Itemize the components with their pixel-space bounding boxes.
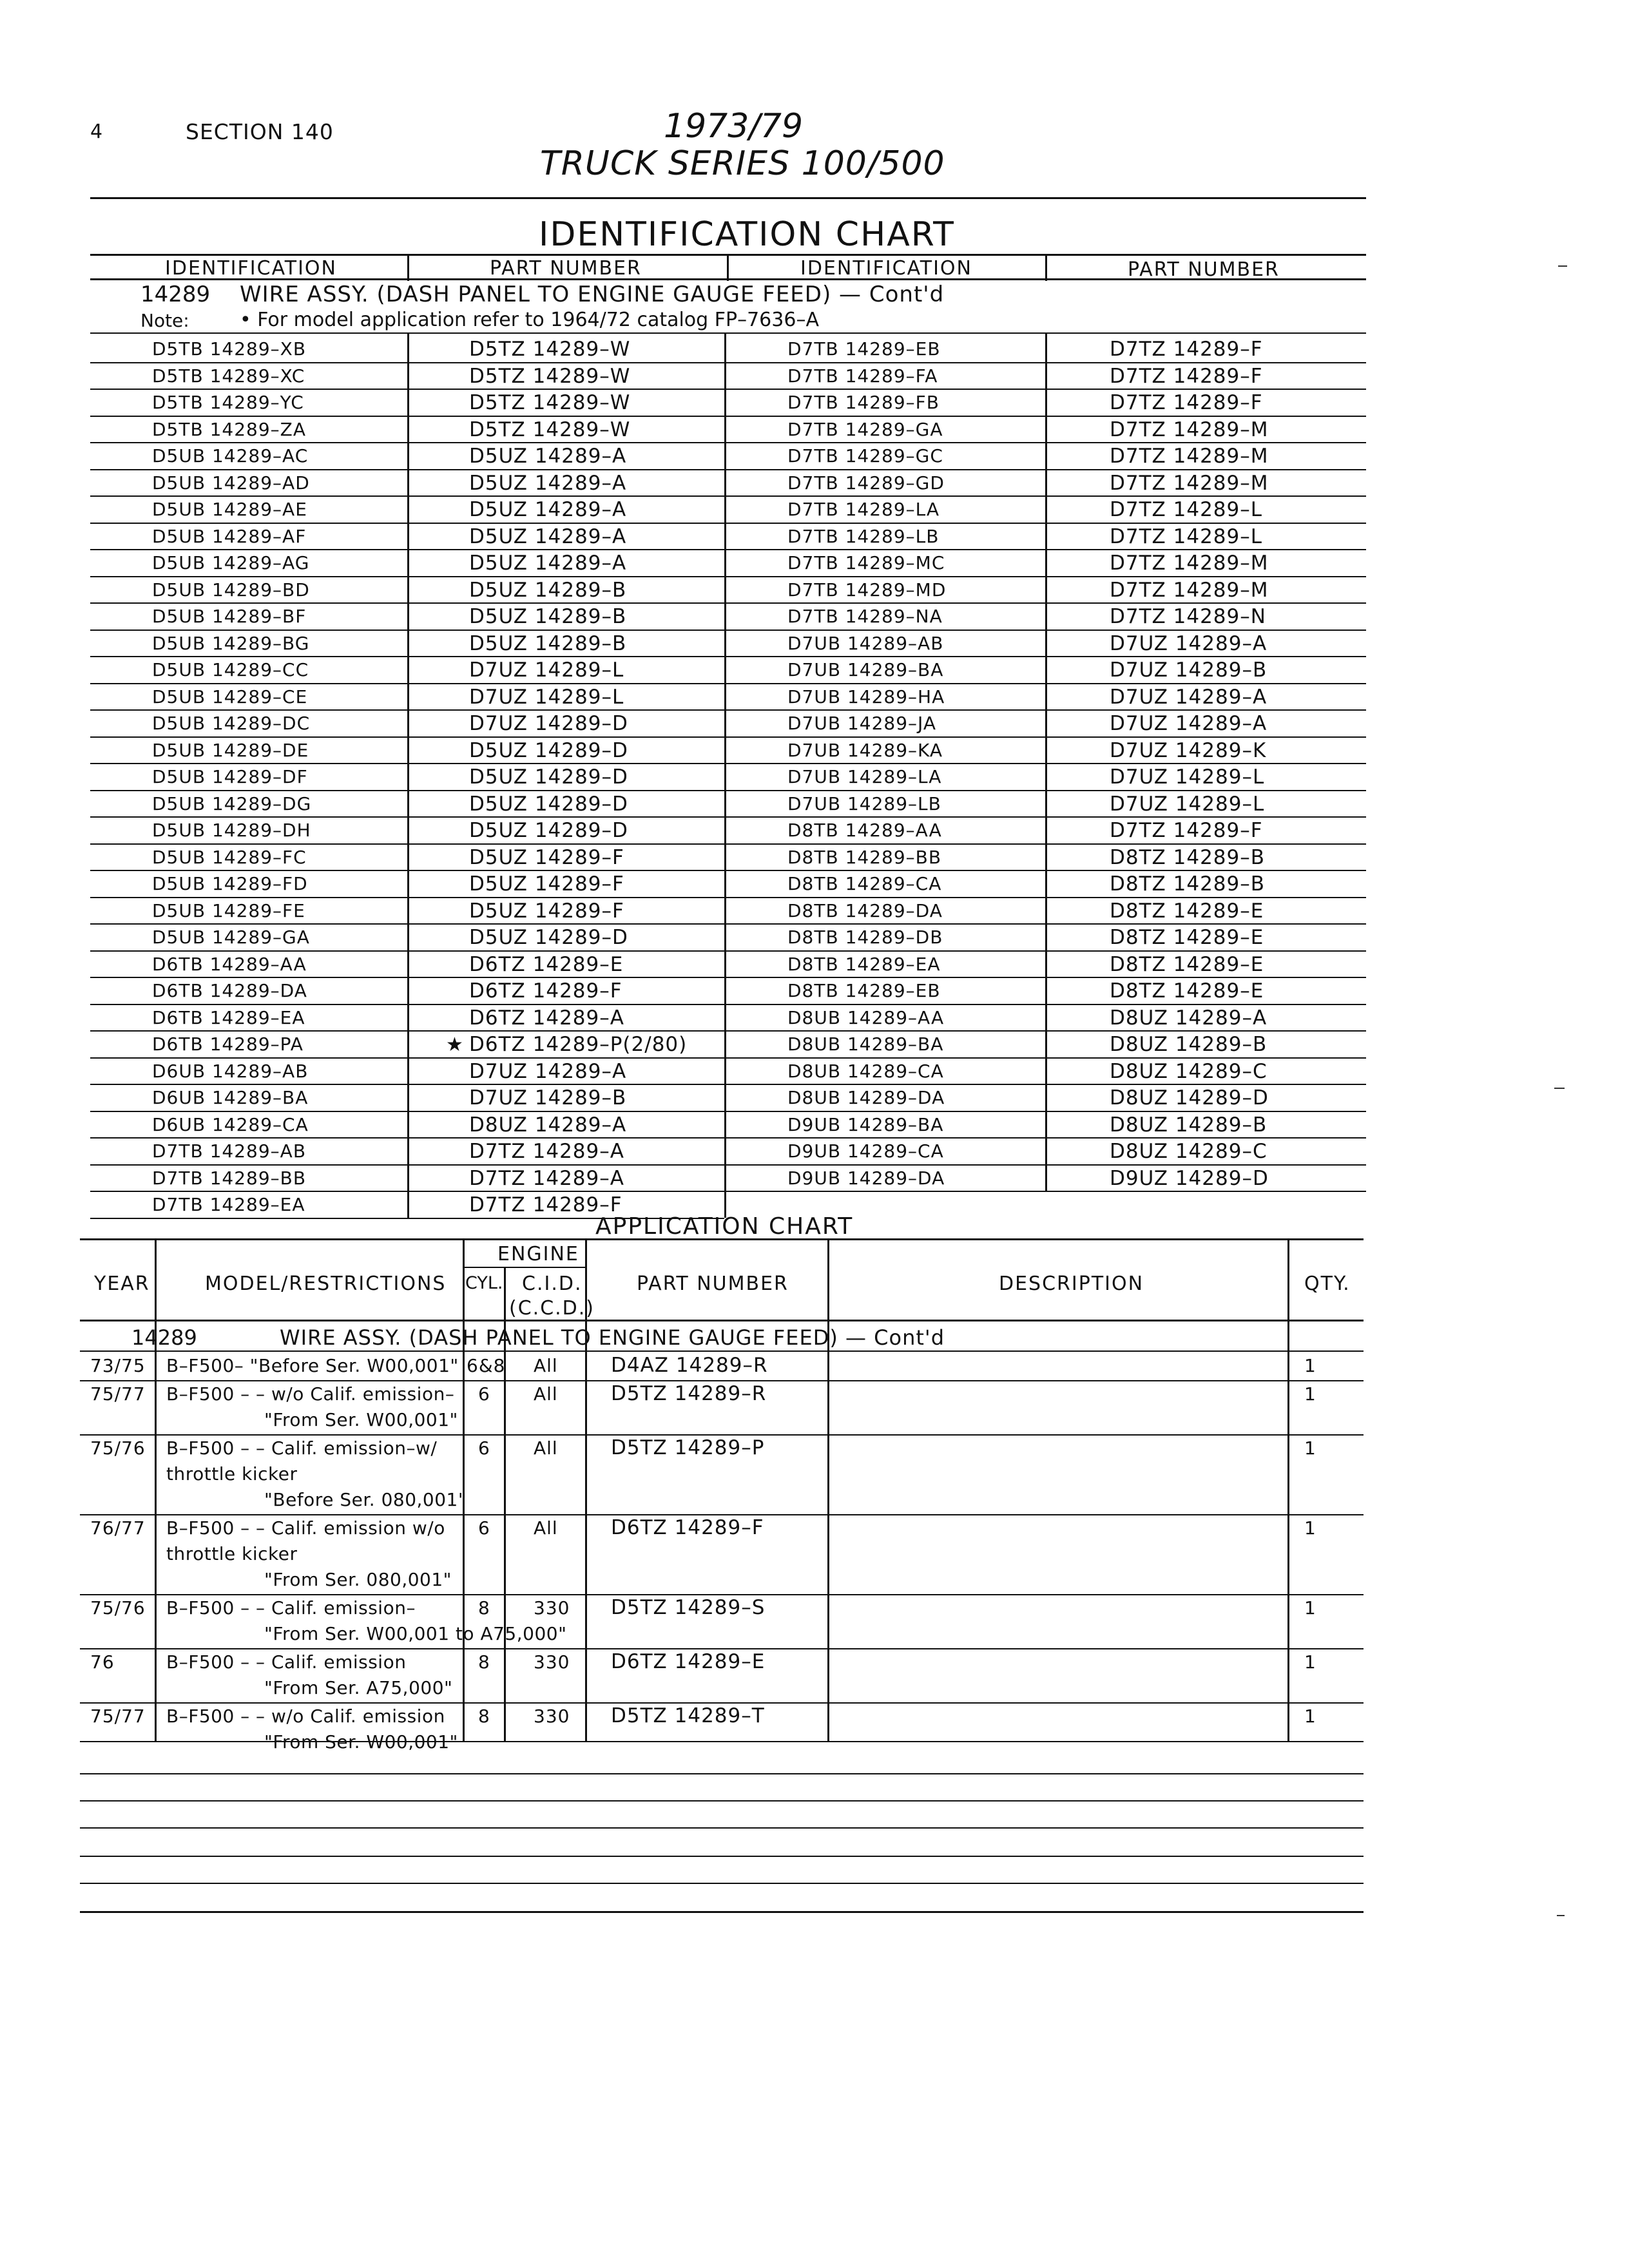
- id-part-name: WIRE ASSY. (DASH PANEL TO ENGINE GAUGE FEED) — Cont'd: [240, 282, 945, 307]
- id-left-identification: D7TB 14289–AB: [152, 1140, 307, 1162]
- id-left-identification: D7TB 14289–BB: [152, 1167, 307, 1189]
- app-row-model-line: "From Ser. A75,000": [264, 1677, 453, 1698]
- app-row-model-line: B–F500 – – w/o Calif. emission: [166, 1706, 445, 1727]
- id-left-identification: D6TB 14289–DA: [152, 980, 307, 1001]
- id-right-part-number: D7UZ 14289–A: [1110, 712, 1268, 735]
- app-row-model-line: B–F500 – – Calif. emission–: [166, 1597, 416, 1619]
- star-icon: ★: [446, 1033, 463, 1056]
- id-right-part-number: D8TZ 14289–E: [1110, 926, 1264, 949]
- app-row-qty: 1: [1304, 1437, 1316, 1459]
- app-row-cyl: 8: [478, 1651, 490, 1673]
- app-header-cyl: CYL.: [465, 1273, 503, 1293]
- id-left-identification: D5UB 14289–BF: [152, 606, 307, 627]
- app-row-cid: 330: [534, 1597, 570, 1619]
- id-left-part-number: D5UZ 14289–B: [469, 605, 627, 628]
- id-right-identification: D8UB 14289–DA: [787, 1087, 945, 1108]
- app-header-engine: ENGINE: [497, 1243, 579, 1265]
- id-left-part-number: D5UZ 14289–D: [469, 738, 628, 762]
- id-right-part-number: D8UZ 14289–C: [1110, 1140, 1268, 1163]
- id-right-part-number: D7TZ 14289–N: [1110, 605, 1266, 628]
- app-row-model-line: B–F500 – – Calif. emission–w/: [166, 1437, 438, 1459]
- id-left-part-number: D7UZ 14289–D: [469, 712, 628, 735]
- id-right-identification: D8TB 14289–BB: [787, 846, 942, 868]
- app-row-year: 76/77: [90, 1517, 146, 1539]
- id-right-part-number: D7UZ 14289–L: [1110, 792, 1265, 816]
- app-chart-bottom-rule: [80, 1320, 1364, 1321]
- app-row-year: 75/77: [90, 1383, 146, 1405]
- id-right-identification: D7TB 14289–GA: [787, 418, 943, 440]
- id-left-identification: D6TB 14289–AA: [152, 953, 307, 975]
- header-rule: [90, 197, 1366, 199]
- id-col-header-2: PART NUMBER: [490, 257, 642, 280]
- app-row-rule: [80, 1380, 1364, 1381]
- id-left-identification: D5TB 14289–ZA: [152, 418, 306, 440]
- app-row-qty: 1: [1304, 1651, 1316, 1673]
- id-left-part-number: D6TZ 14289–P(2/80): [469, 1033, 688, 1056]
- app-engine-rule: [463, 1267, 585, 1268]
- id-left-identification: D6UB 14289–CA: [152, 1113, 309, 1135]
- id-right-identification: D7TB 14289–NA: [787, 606, 943, 627]
- id-left-identification: D6UB 14289–BA: [152, 1087, 309, 1108]
- id-right-identification: D9UB 14289–BA: [787, 1113, 944, 1135]
- id-right-identification: D8TB 14289–DA: [787, 899, 943, 921]
- id-left-identification: D7TB 14289–EA: [152, 1194, 305, 1215]
- id-right-part-number: D7UZ 14289–A: [1110, 685, 1268, 709]
- app-row-qty: 1: [1304, 1706, 1316, 1727]
- id-left-identification: D5TB 14289–XC: [152, 365, 305, 387]
- app-row-model-line: throttle kicker: [166, 1543, 298, 1564]
- id-right-identification: D7TB 14289–GD: [787, 472, 945, 494]
- id-part-code: 14289: [140, 282, 211, 307]
- id-left-identification: D6TB 14289–EA: [152, 1006, 305, 1028]
- app-part-code: 14289: [131, 1325, 197, 1350]
- app-row-model-line: "From Ser. W00,001 to A75,000": [264, 1623, 567, 1644]
- id-right-identification: D7TB 14289–MC: [787, 552, 945, 573]
- app-row-part-number: D5TZ 14289–P: [611, 1436, 765, 1459]
- id-right-identification: D7TB 14289–LA: [787, 499, 940, 520]
- id-right-identification: D7TB 14289–MD: [787, 579, 947, 601]
- id-note-text: • For model application refer to 1964/72 catalog FP–7636–A: [240, 309, 819, 331]
- id-right-part-number: D8UZ 14289–B: [1110, 1113, 1268, 1137]
- id-left-part-number: D5UZ 14289–B: [469, 631, 627, 655]
- id-right-identification: D8TB 14289–EA: [787, 953, 941, 975]
- id-right-divider: [1045, 332, 1047, 1191]
- id-right-identification: D7TB 14289–GC: [787, 445, 943, 466]
- margin-mark-2: [1554, 1088, 1565, 1089]
- id-left-part-number: D5UZ 14289–A: [469, 524, 627, 548]
- id-left-part-number: D7UZ 14289–L: [469, 658, 624, 682]
- app-row-part-number: D5TZ 14289–T: [611, 1704, 765, 1727]
- id-right-part-number: D8UZ 14289–A: [1110, 1006, 1268, 1030]
- id-left-identification: D5UB 14289–FC: [152, 846, 307, 868]
- page-end-rule: [80, 1911, 1364, 1913]
- app-row-year: 75/76: [90, 1437, 146, 1459]
- id-right-part-number: D9UZ 14289–D: [1110, 1166, 1269, 1190]
- app-row-model-line: B–F500 – – Calif. emission w/o: [166, 1517, 445, 1539]
- app-row-model-line: "From Ser. W00,001": [264, 1731, 458, 1753]
- app-row-model-line: B–F500 – – w/o Calif. emission–: [166, 1383, 455, 1405]
- app-row-cid: All: [534, 1383, 558, 1405]
- id-right-part-number: D7UZ 14289–A: [1110, 631, 1268, 655]
- id-right-part-number: D8TZ 14289–B: [1110, 845, 1266, 869]
- id-left-divider: [407, 332, 409, 1218]
- app-row-model-line: throttle kicker: [166, 1463, 298, 1485]
- id-left-identification: D5UB 14289–AF: [152, 525, 307, 547]
- app-row-model-line: B–F500 – – Calif. emission: [166, 1651, 407, 1673]
- id-left-part-number: D5TZ 14289–W: [469, 338, 631, 361]
- id-left-part-number: D6TZ 14289–F: [469, 979, 622, 1003]
- app-header-qty: QTY.: [1304, 1273, 1351, 1295]
- id-left-identification: D5UB 14289–FE: [152, 899, 305, 921]
- app-row-part-number: D4AZ 14289–R: [611, 1354, 768, 1377]
- id-right-identification: D7UB 14289–LB: [787, 793, 941, 814]
- app-header-ccd: (C.C.D.): [509, 1297, 595, 1320]
- app-row-rule: [80, 1702, 1364, 1704]
- app-row-part-number: D5TZ 14289–S: [611, 1596, 766, 1619]
- id-left-identification: D5UB 14289–DF: [152, 766, 308, 787]
- id-right-part-number: D8TZ 14289–E: [1110, 952, 1264, 976]
- app-part-rule: [80, 1350, 1364, 1352]
- page-number: 4: [90, 120, 103, 143]
- id-left-part-number: D7UZ 14289–B: [469, 1086, 627, 1110]
- id-left-part-number: D5UZ 14289–D: [469, 819, 628, 842]
- app-row-rule: [80, 1594, 1364, 1595]
- id-left-part-number: D7TZ 14289–A: [469, 1166, 624, 1190]
- id-right-identification: D8UB 14289–BA: [787, 1033, 944, 1055]
- id-left-identification: D5UB 14289–FD: [152, 873, 308, 894]
- id-left-identification: D5UB 14289–DE: [152, 739, 309, 761]
- id-divider-1: [407, 254, 409, 281]
- app-row-cyl: 8: [478, 1706, 490, 1727]
- id-left-identification: D5UB 14289–DH: [152, 820, 311, 841]
- id-right-part-number: D7TZ 14289–F: [1110, 364, 1263, 388]
- app-row-cyl: 6: [478, 1517, 490, 1539]
- app-header-cid: C.I.D.: [522, 1273, 583, 1295]
- id-right-identification: D9UB 14289–DA: [787, 1167, 945, 1189]
- id-right-identification: D7UB 14289–BA: [787, 659, 944, 680]
- app-row-qty: 1: [1304, 1517, 1316, 1539]
- id-right-part-number: D7TZ 14289–F: [1110, 819, 1263, 842]
- margin-mark-1: [1558, 265, 1567, 267]
- id-left-identification: D5UB 14289–AC: [152, 445, 309, 466]
- id-right-part-number: D8UZ 14289–B: [1110, 1033, 1268, 1056]
- id-col-header-3: IDENTIFICATION: [800, 257, 972, 280]
- id-left-identification: D5TB 14289–YC: [152, 392, 304, 413]
- id-col-header-1: IDENTIFICATION: [165, 257, 337, 280]
- blank-rule-5: [80, 1883, 1364, 1884]
- id-right-identification: D7UB 14289–LA: [787, 766, 942, 787]
- id-left-identification: D5UB 14289–GA: [152, 927, 310, 948]
- id-divider-3: [1045, 254, 1047, 281]
- app-row-cid: All: [534, 1517, 558, 1539]
- id-right-identification: D7UB 14289–JA: [787, 713, 936, 734]
- id-right-identification: D8UB 14289–CA: [787, 1060, 944, 1082]
- id-left-identification: D5UB 14289–CC: [152, 659, 309, 680]
- id-right-part-number: D7UZ 14289–B: [1110, 658, 1268, 682]
- id-right-part-number: D7TZ 14289–L: [1110, 498, 1263, 521]
- app-vline-desc: [1287, 1238, 1289, 1741]
- id-right-identification: D7UB 14289–AB: [787, 632, 944, 654]
- id-left-part-number: D8UZ 14289–A: [469, 1113, 627, 1137]
- app-row-model-line: B–F500– "Before Ser. W00,001": [166, 1355, 459, 1376]
- app-row-cyl: 6&8: [467, 1355, 506, 1376]
- app-chart-top-rule: [80, 1238, 1364, 1240]
- app-table-end-rule: [80, 1741, 1364, 1742]
- id-note-rule: [90, 332, 1366, 334]
- id-right-identification: D8TB 14289–DB: [787, 927, 943, 948]
- id-right-part-number: D7UZ 14289–K: [1110, 738, 1267, 762]
- app-row-qty: 1: [1304, 1597, 1316, 1619]
- margin-mark-3: [1557, 1915, 1565, 1916]
- id-right-identification: D7UB 14289–KA: [787, 739, 943, 761]
- id-left-part-number: D5UZ 14289–D: [469, 765, 628, 789]
- app-row-year: 75/76: [90, 1597, 146, 1619]
- app-row-model-line: "From Ser. W00,001": [264, 1409, 458, 1430]
- app-part-name: WIRE ASSY. (DASH PANEL TO ENGINE GAUGE FEED) — Cont'd: [280, 1325, 945, 1350]
- app-row-part-number: D6TZ 14289–E: [611, 1650, 766, 1673]
- blank-rule-1: [80, 1773, 1364, 1774]
- id-right-part-number: D7TZ 14289–M: [1110, 445, 1269, 468]
- app-row-cyl: 6: [478, 1383, 490, 1405]
- id-note-label: Note:: [140, 310, 189, 331]
- app-header-year: YEAR: [94, 1273, 150, 1295]
- id-left-part-number: D5UZ 14289–B: [469, 578, 627, 602]
- id-left-identification: D5UB 14289–AD: [152, 472, 310, 494]
- id-left-part-number: D6TZ 14289–A: [469, 1006, 624, 1030]
- id-left-part-number: D5UZ 14289–F: [469, 872, 624, 896]
- id-left-part-number: D5UZ 14289–A: [469, 471, 627, 495]
- blank-rule-3: [80, 1827, 1364, 1829]
- id-right-part-number: D7TZ 14289–M: [1110, 578, 1269, 602]
- id-right-part-number: D8UZ 14289–C: [1110, 1059, 1268, 1083]
- id-left-part-number: D5TZ 14289–W: [469, 391, 631, 414]
- id-right-part-number: D8TZ 14289–E: [1110, 979, 1264, 1003]
- id-left-identification: D5TB 14289–XB: [152, 338, 307, 360]
- app-row-qty: 1: [1304, 1383, 1316, 1405]
- id-left-part-number: D7UZ 14289–A: [469, 1059, 627, 1083]
- id-left-part-number: D5TZ 14289–W: [469, 364, 631, 388]
- id-left-identification: D5UB 14289–BG: [152, 632, 310, 654]
- id-left-part-number: D7TZ 14289–A: [469, 1140, 624, 1163]
- year-range: 1973/79: [664, 107, 804, 146]
- section-label: SECTION 140: [186, 119, 334, 144]
- app-row-cyl: 6: [478, 1437, 490, 1459]
- app-row-part-number: D6TZ 14289–F: [611, 1516, 764, 1539]
- id-left-identification: D5UB 14289–AG: [152, 552, 310, 573]
- app-row-year: 73/75: [90, 1355, 146, 1376]
- id-left-identification: D6UB 14289–AB: [152, 1060, 309, 1082]
- id-right-part-number: D7TZ 14289–L: [1110, 524, 1263, 548]
- app-row-cid: All: [534, 1355, 558, 1376]
- id-right-part-number: D8TZ 14289–B: [1110, 872, 1266, 896]
- app-row-cyl: 8: [478, 1597, 490, 1619]
- id-left-identification: D6TB 14289–PA: [152, 1033, 304, 1055]
- app-row-year: 75/77: [90, 1706, 146, 1727]
- id-left-part-number: D5UZ 14289–F: [469, 845, 624, 869]
- id-left-identification: D5UB 14289–DC: [152, 713, 311, 734]
- id-left-identification: D5UB 14289–CE: [152, 686, 308, 707]
- id-right-identification: D7UB 14289–HA: [787, 686, 945, 707]
- id-left-part-number: D5UZ 14289–A: [469, 552, 627, 575]
- app-row-rule: [80, 1648, 1364, 1649]
- id-right-identification: D7TB 14289–EB: [787, 338, 941, 360]
- app-row-model-line: "Before Ser. 080,001": [264, 1489, 467, 1510]
- app-row-model-line: "From Ser. 080,001": [264, 1569, 452, 1590]
- id-left-part-number: D5UZ 14289–A: [469, 498, 627, 521]
- id-right-part-number: D7UZ 14289–L: [1110, 765, 1265, 789]
- id-right-row-rule: [724, 1191, 1366, 1192]
- id-left-part-number: D7UZ 14289–L: [469, 685, 624, 709]
- id-left-part-number: D5UZ 14289–D: [469, 792, 628, 816]
- id-right-identification: D7TB 14289–FB: [787, 392, 940, 413]
- id-right-part-number: D8UZ 14289–D: [1110, 1086, 1269, 1110]
- id-left-part-number: D7TZ 14289–F: [469, 1193, 622, 1216]
- id-divider-2: [727, 254, 729, 281]
- id-right-part-number: D7TZ 14289–M: [1110, 552, 1269, 575]
- id-left-part-number: D5UZ 14289–A: [469, 445, 627, 468]
- id-right-part-number: D7TZ 14289–F: [1110, 338, 1263, 361]
- id-left-part-number: D6TZ 14289–E: [469, 952, 624, 976]
- app-vline-part: [827, 1238, 829, 1741]
- id-left-part-number: D5UZ 14289–D: [469, 926, 628, 949]
- id-right-identification: D7TB 14289–LB: [787, 525, 940, 547]
- id-left-identification: D5UB 14289–AE: [152, 499, 307, 520]
- id-right-part-number: D7TZ 14289–M: [1110, 471, 1269, 495]
- app-row-rule: [80, 1514, 1364, 1515]
- series-title: TRUCK SERIES 100/500: [540, 144, 945, 183]
- app-chart-title: APPLICATION CHART: [595, 1213, 854, 1240]
- id-col-header-4: PART NUMBER: [1128, 258, 1280, 281]
- id-right-part-number: D8TZ 14289–E: [1110, 899, 1264, 923]
- app-header-part: PART NUMBER: [637, 1273, 789, 1295]
- id-chart-title: IDENTIFICATION CHART: [539, 215, 955, 254]
- id-left-part-number: D5UZ 14289–F: [469, 899, 624, 923]
- app-row-qty: 1: [1304, 1355, 1316, 1376]
- id-left-identification: D5UB 14289–BD: [152, 579, 310, 601]
- app-row-year: 76: [90, 1651, 115, 1673]
- id-header-bottom-rule: [90, 278, 1366, 280]
- app-row-rule: [80, 1434, 1364, 1436]
- id-left-part-number: D5TZ 14289–W: [469, 418, 631, 441]
- app-row-cid: All: [534, 1437, 558, 1459]
- id-right-part-number: D7TZ 14289–F: [1110, 391, 1263, 414]
- id-right-identification: D8TB 14289–EB: [787, 980, 941, 1001]
- id-right-identification: D8TB 14289–AA: [787, 820, 942, 841]
- blank-rule-4: [80, 1856, 1364, 1857]
- id-right-identification: D9UB 14289–CA: [787, 1140, 944, 1162]
- app-header-model: MODEL/RESTRICTIONS: [205, 1273, 447, 1295]
- id-right-identification: D7TB 14289–FA: [787, 365, 938, 387]
- app-row-part-number: D5TZ 14289–R: [611, 1382, 767, 1405]
- id-right-identification: D8TB 14289–CA: [787, 873, 942, 894]
- id-right-part-number: D7TZ 14289–M: [1110, 418, 1269, 441]
- id-right-identification: D8UB 14289–AA: [787, 1006, 945, 1028]
- app-row-cid: 330: [534, 1651, 570, 1673]
- app-header-desc: DESCRIPTION: [999, 1273, 1144, 1295]
- blank-rule-2: [80, 1800, 1364, 1802]
- app-vline-year: [155, 1238, 157, 1741]
- app-row-cid: 330: [534, 1706, 570, 1727]
- id-left-identification: D5UB 14289–DG: [152, 793, 312, 814]
